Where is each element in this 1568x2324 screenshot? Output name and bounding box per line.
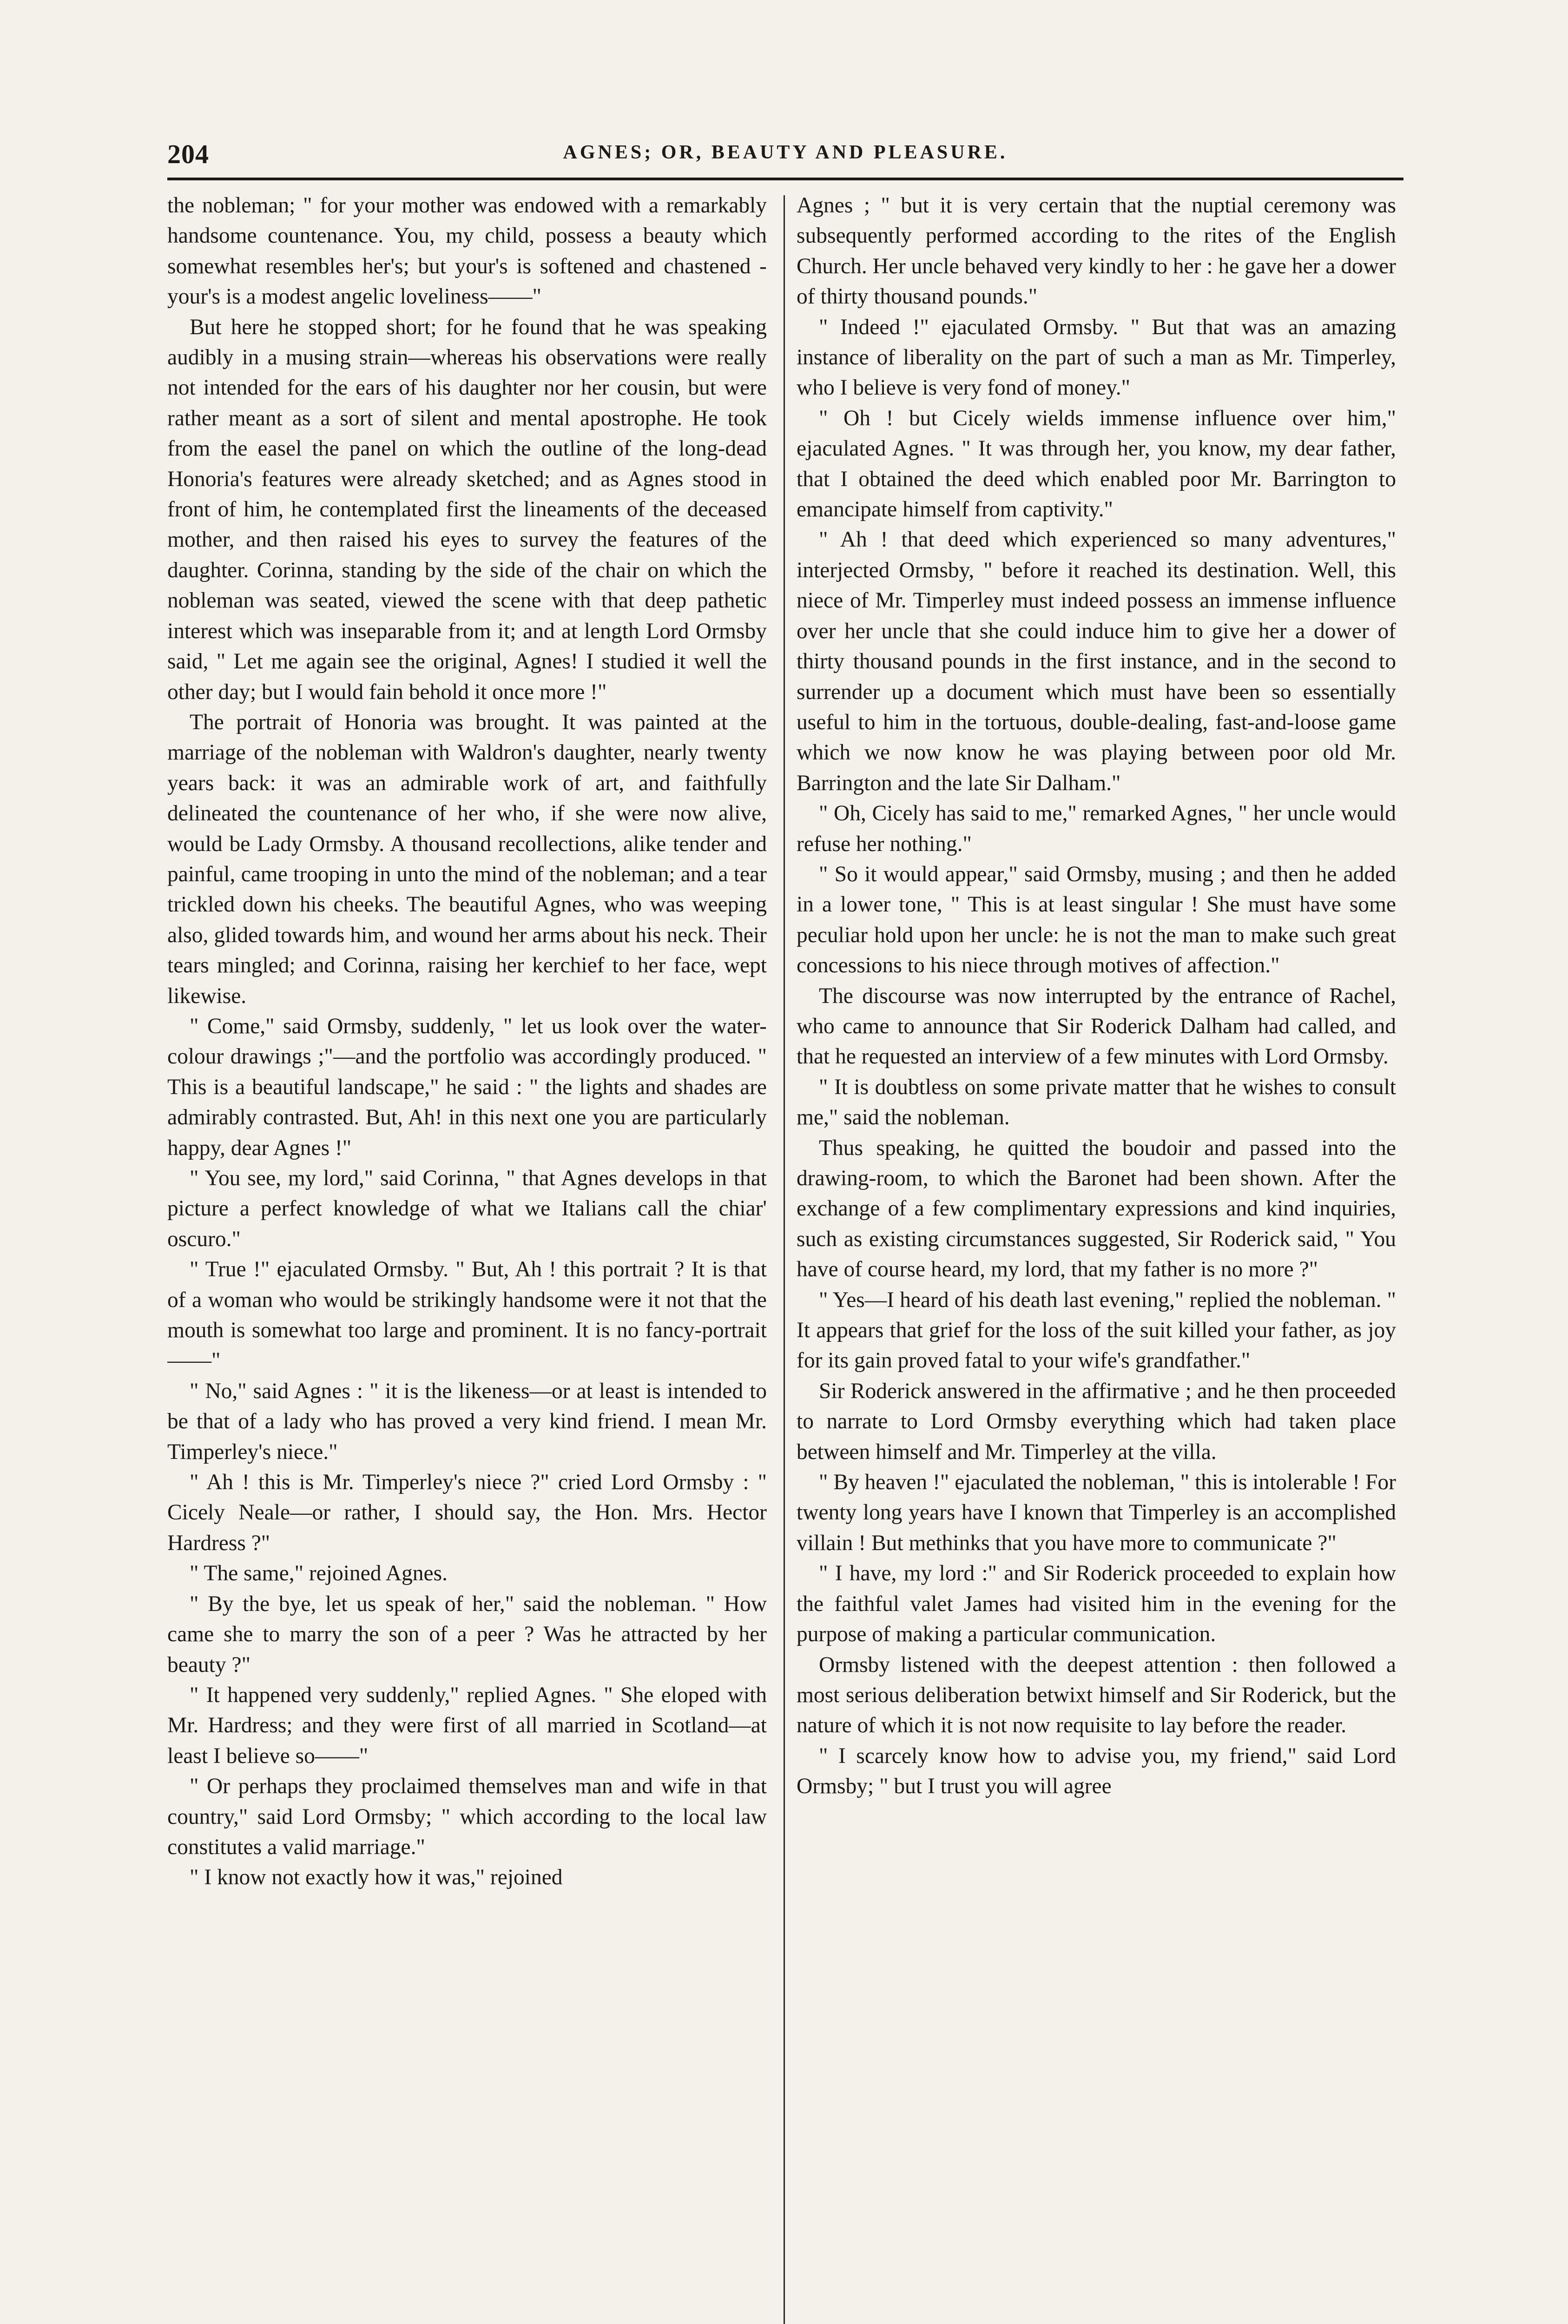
- paragraph: " It is doubtless on some private matter that he wishes to consult me," said the nobleman.: [797, 1075, 1396, 1130]
- paragraph: The portrait of Honoria was brought. It was painted at the marriage of the nobleman with Waldron's daughter, nearly twenty years back: it was an admirable work of art, and faithfully delineated the countenance of her who, if she were now alive, would be Lady Ormsby. A thousand recollections, alike tender and painful, came trooping in unto the mind of the nobleman; and a tear trickled down his cheeks. The beautiful Agnes, who was weeping also, glided towards him, and wound her arms about his neck. Their tears mingled; and Corinna, raising her kerchief to her face, wept likewise.: [167, 710, 767, 1008]
- left-column: [167, 191, 767, 2324]
- paragraph: But here he stopped short; for he found that he was speaking audibly in a musing strain—whereas his observations were really not intended for the ears of his daughter nor her cousin, but were rather meant as a sort of silent and mental apostrophe. He took from the easel the panel on which the outline of the long-dead Honoria's features were already sketched; and as Agnes stood in front of him, he contemplated first the lineaments of the deceased mother, and then raised his eyes to survey the features of the daughter. Corinna, standing by the side of the chair on which the nobleman was seated, viewed the scene with that deep pathetic interest which was inseparable from it; and at length Lord Ormsby said, " Let me again see the original, Agnes! I studied it well the other day; but I would fain behold it once more !": [167, 315, 767, 704]
- paragraph: " Yes—I heard of his death last evening," replied the nobleman. " It appears that grief for the loss of the suit killed your father, as joy for its gain proved fatal to your wife's grandfather.": [797, 1287, 1396, 1373]
- paragraph: " So it would appear," said Ormsby, musing ; and then he added in a lower tone, " This is at least singular ! She must have some peculiar hold upon her uncle: he is not the man to make such great concessions to his niece through motives of affection.": [797, 862, 1396, 978]
- right-column: [797, 191, 1396, 2324]
- paragraph: Ormsby listened with the deepest attention : then followed a most serious deliberation betwixt himself and Sir Roderick, but the nature of which it is not now requisite to lay before the reader.: [797, 1652, 1396, 1738]
- paragraph: " Or perhaps they proclaimed themselves man and wife in that country," said Lord Ormsby; " which according to the local law constitutes a valid marriage.": [167, 1774, 767, 1859]
- paragraph: " Come," said Ormsby, suddenly, " let us look over the water-colour drawings ;"—and the portfolio was accordingly produced. " This is a beautiful landscape," he said : " the lights and shades are admirably contrasted. But, Ah! in this next one you are particularly happy, dear Agnes !": [167, 1014, 767, 1160]
- paragraph: " You see, my lord," said Corinna, " that Agnes develops in that picture a perfect knowledge of what we Italians call the chiar' oscuro.": [167, 1166, 767, 1251]
- paragraph: " I know not exactly how it was," rejoined: [190, 1865, 563, 1890]
- paragraph: " It happened very suddenly," replied Agnes. " She eloped with Mr. Hardress; and they were first of all married in Scotland—at least I believe so——": [167, 1683, 767, 1768]
- page-header: [167, 135, 1403, 181]
- paragraph: Sir Roderick answered in the affirmative ; and he then proceeded to narrate to Lord Ormsby everything which had taken place between himself and Mr. Timperley at the villa.: [797, 1379, 1396, 1464]
- paragraph: " The same," rejoined Agnes.: [190, 1561, 448, 1586]
- paragraph: Thus speaking, he quitted the boudoir and passed into the drawing-room, to which the Baronet had been shown. After the exchange of a few complimentary expressions and kind inquiries, such as existing circumstances suggested, Sir Roderick said, " You have of course heard, my lord, that my father is no more ?": [797, 1136, 1396, 1282]
- paragraph: " Indeed !" ejaculated Ormsby. " But that was an amazing instance of liberality on the part of such a man as Mr. Timperley, who I believe is very fond of money.": [797, 315, 1396, 400]
- header-rule: [167, 178, 1403, 180]
- paragraph: " True !" ejaculated Ormsby. " But, Ah ! this portrait ? It is that of a woman who would be strikingly handsome were it not that the mouth is somewhat too large and prominent. It is no fancy-portrait——": [167, 1257, 767, 1373]
- paragraph: " Oh ! but Cicely wields immense influence over him," ejaculated Agnes. " It was through her, you know, my dear father, that I obtained the deed which enabled poor Mr. Barrington to emancipate himself from captivity.": [797, 406, 1396, 522]
- running-head: AGNES; OR, BEAUTY AND PLEASURE.: [563, 142, 1008, 163]
- paragraph: " I scarcely know how to advise you, my friend," said Lord Ormsby; " but I trust you will agree: [797, 1743, 1396, 1799]
- paragraph: " Ah ! that deed which experienced so many adventures," interjected Ormsby, " before it reached its destination. Well, this niece of Mr. Timperley must indeed possess an immense influence over her uncle that she could induce him to give her a dower of thirty thousand pounds in the first instance, and in the second to surrender up a document which must have been so essentially useful to him in the tortuous, double-dealing, fast-and-loose game which we now know he was playing between poor old Mr. Barrington and the late Sir Dalham.": [797, 528, 1396, 795]
- paragraph: " By the bye, let us speak of her," said the nobleman. " How came she to marry the son of a peer ? Was he attracted by her beauty ?": [167, 1591, 767, 1677]
- page-number: 204: [167, 139, 209, 169]
- paragraph: " I have, my lord :" and Sir Roderick proceeded to explain how the faithful valet James had visited him in the evening for the purpose of making a particular communication.: [797, 1561, 1396, 1647]
- paragraph: Agnes ; " but it is very certain that the nuptial ceremony was subsequently performed according to the rites of the English Church. Her uncle behaved very kindly to her : he gave her a dower of thirty thousand pounds.": [797, 193, 1396, 309]
- paragraph: " Ah ! this is Mr. Timperley's niece ?" cried Lord Ormsby : " Cicely Neale—or rather, I should say, the Hon. Mrs. Hector Hardress ?": [167, 1470, 767, 1555]
- paragraph: the nobleman; " for your mother was endowed with a remarkably handsome countenance. You, my child, possess a beauty which somewhat resembles her's; but your's is softened and chastened - your's is a modest angelic loveliness——": [167, 193, 767, 309]
- paragraph: " By heaven !" ejaculated the nobleman, " this is intolerable ! For twenty long years have I known that Timperley is an accomplished villain ! But methinks that you have more to communicate ?": [797, 1470, 1396, 1555]
- paragraph: " No," said Agnes : " it is the likeness—or at least is intended to be that of a lady who has proved a very kind friend. I mean Mr. Timperley's niece.": [167, 1379, 767, 1464]
- column-divider: [784, 195, 785, 2324]
- paragraph: " Oh, Cicely has said to me," remarked Agnes, " her uncle would refuse her nothing.": [797, 801, 1396, 856]
- paragraph: The discourse was now interrupted by the entrance of Rachel, who came to announce that Sir Roderick Dalham had called, and that he requested an interview of a few minutes with Lord Ormsby.: [797, 984, 1396, 1069]
